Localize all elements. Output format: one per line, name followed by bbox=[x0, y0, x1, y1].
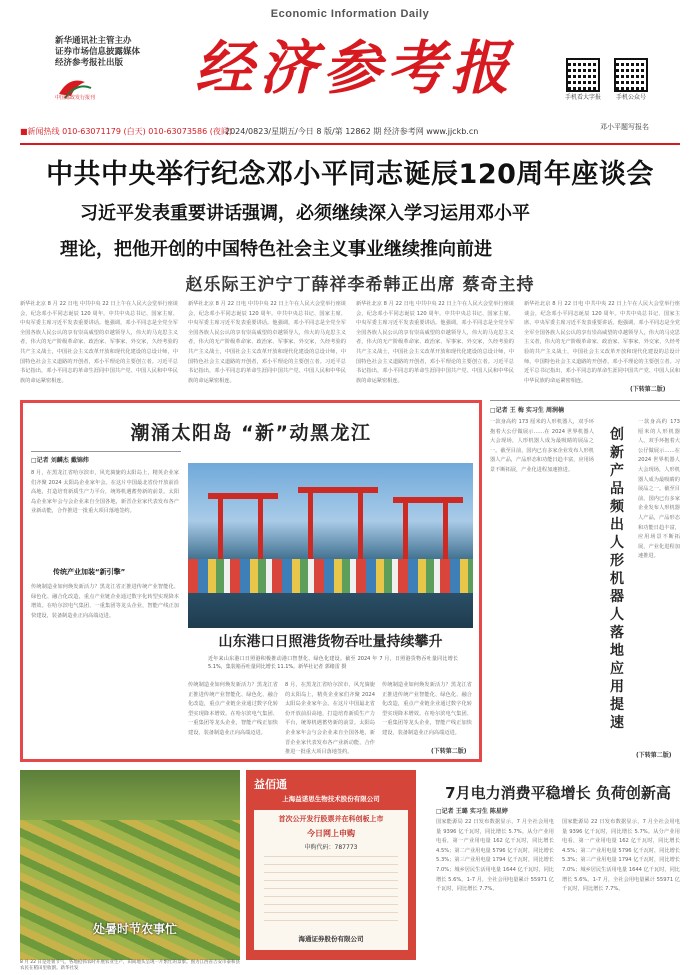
ad-subtitle: 首次公开发行股票并在科创板上市 bbox=[278, 815, 384, 823]
feature-continued[interactable]: (下转第二版) bbox=[431, 748, 467, 755]
feature-body-5: 传统制造业如何焕发新活力？黑龙江省正推进传统产业智能化、绿色化、融合化改造，重点产业链企业通过数字化转型实现降本增效。在哈尔滨电气集团、一重集团等龙头企业，智能产线正加快建设，装备制造业正向高端迈进。 bbox=[382, 682, 472, 736]
feature-section-head: 传统产业加装“新引擎” bbox=[53, 568, 126, 576]
english-masthead: Economic Information Daily bbox=[270, 8, 430, 20]
right-story-col-1: 一款身高约 173 厘米的人形机器人，双手环抱着大公仔做展示……在 2024 世界机器人大会现场，人形机器人成为最吸睛的展品之一。截至目前，国内已有多家企业发布人形机器人产品，产品形态和功能日趋丰富，应用场景不断拓展，产业化进程加速推进。 bbox=[490, 419, 594, 473]
feature-body-3: 传统制造业如何焕发新活力？黑龙江省正推进传统产业智能化、绿色化、融合化改造，重点产业链企业通过数字化转型实现降本增效。在哈尔滨电气集团、一重集团等龙头企业，智能产线正加快建设，装备制造业正向高端迈进。 bbox=[188, 682, 278, 736]
vertical-title-text: 创新产品频出 人形机器人落地应用提速 bbox=[610, 427, 624, 731]
sponsor-line: 经济参考报社出版 bbox=[55, 58, 124, 68]
feature-article-box bbox=[20, 400, 482, 762]
ad-company: 上海益诺思生物技术股份有限公司 bbox=[282, 795, 380, 803]
feature-body-2: 传统制造业如何焕发新活力？黑龙江省正推进传统产业智能化、绿色化、融合化改造，重点产业链企业通过数字化转型实现降本增效。在哈尔滨电气集团、一重集团等龙头企业，智能产线正加快建设，装备制造业正向高端迈进。 bbox=[31, 584, 179, 619]
feature-title[interactable]: 潮涌太阳岛 “新”动黑龙江 bbox=[130, 422, 372, 444]
qr-left[interactable] bbox=[566, 58, 605, 101]
ad-brand: 益佰通 bbox=[254, 778, 287, 791]
farm-photo-caption: 8 月 22 日是处暑节气，各地抢抓农时开展农业生产，田间地头呈现一片繁忙的景象。图为江西省吉安市泰和县农民在稻田里收割。新华社发 bbox=[20, 960, 240, 971]
ad-panel bbox=[254, 810, 408, 950]
power-story-title[interactable]: 7月电力消费平稳增长 负荷创新高 bbox=[445, 784, 671, 802]
info-bar bbox=[20, 126, 680, 140]
photo-caption-title: 山东港口日照港货物吞吐量持续攀升 bbox=[218, 634, 443, 650]
qr-left-label: 手机看大字报 bbox=[564, 94, 601, 101]
postal-logo bbox=[55, 72, 131, 102]
photo-caption bbox=[188, 631, 473, 653]
subheadline-1: 习近平发表重要讲话强调，必须继续深入学习运用邓小平 bbox=[80, 203, 530, 224]
qr-right[interactable] bbox=[614, 58, 653, 101]
feature-body-1: 8 月，在黑龙江省哈尔滨市，风光旖旎的太阳岛上，精英企业家们齐聚 2024 太阳岛企业家年会。在这片中国最北省份开放前沿高地，打造培育新质生产力平台，统筹机遇蓄势新的前景。太阳岛企业家年会与会企业来自全国各地，新晋企业家代表发布各产业新动能，合作推进一批重大项目落地签约。 bbox=[31, 470, 179, 515]
postal-logo-text: 中国邮政发行报刊 bbox=[55, 95, 96, 101]
ad-footer: 海通证券股份有限公司 bbox=[298, 935, 364, 943]
right-story-rule bbox=[490, 400, 680, 401]
ad-details-table bbox=[264, 856, 398, 926]
news-hotline: ■新闻热线 010-63071179 (白天) 010-63073586 (夜间) bbox=[20, 127, 232, 136]
right-story-continued[interactable]: (下转第二版) bbox=[636, 752, 672, 759]
feature-rule bbox=[31, 451, 181, 452]
subheadline-2: 理论，把他开创的中国特色社会主义事业继续推向前进 bbox=[60, 239, 492, 260]
edition-info: 2024/0823/星期五/今日 8 版/第 12862 期 经济参考网 www.jjckb.cn bbox=[225, 127, 479, 136]
newspaper-title: 经济参考报 bbox=[195, 34, 516, 102]
feature-byline: □记者 刘麟杰 戴锦炜 bbox=[31, 457, 89, 464]
ad-code: 申购代码：787773 bbox=[304, 844, 358, 851]
photo-caption-body: 近年来山东港口日照港积极推动港口智慧化、绿色化建设。截至 2024 年 7 月，日照港货物吞吐量同比增长 5.1%，集装箱吞吐量同比增长 11.1%。新华社记者 郭绪雷 摄 bbox=[208, 656, 458, 670]
ad-date: 今日网上申购 bbox=[307, 829, 355, 838]
right-story-vertical-title[interactable] bbox=[602, 426, 632, 732]
lead-story-continued[interactable]: (下转第二版) bbox=[630, 386, 666, 393]
sponsor-line: 证券市场信息披露媒体 bbox=[55, 47, 141, 57]
calligraphy-credit: 邓小平题写报名 bbox=[600, 123, 649, 131]
farm-photo-title: 处暑时节农事忙 bbox=[92, 922, 177, 936]
qr-code-icon bbox=[614, 58, 648, 92]
feature-body-4: 8 月，在黑龙江省哈尔滨市，风光旖旎的太阳岛上，精英企业家们齐聚 2024 太阳岛企业家年会。在这片中国最北省份开放前沿高地，打造培育新质生产力平台，统筹机遇蓄势新的前景。太阳岛企业家年会与会企业来自全国各地，新晋企业家代表发布各产业新动能，合作推进一批重大项目落地签约。 bbox=[285, 682, 375, 756]
farm-photo bbox=[20, 770, 240, 960]
power-story-col-1: 国家能源局 22 日发布数据显示，7 月全社会用电量 9396 亿千瓦时，同比增长 5.7%。从分产业用电看，第一产业用电量 162 亿千瓦时，同比增长 4.5%；第二产业用电量 5796 亿千瓦时，同比增长 5.3%；第三产业用电量 1794 亿千瓦时，同比增长 7.0%；城乡居民生活用电量 1644 亿千瓦时，同比增长 5.6%。1-7 月，全社会用电量累计 55971 亿千瓦时，同比增长 7.7%。 bbox=[436, 819, 554, 893]
power-story-byline: □记者 王璐 实习生 陈星婷 bbox=[436, 808, 508, 815]
lead-story-col-3: 新华社北京 8 月 22 日电 中共中央 22 日上午在人民大会堂举行座谈会，纪念邓小平同志诞辰 120 周年。中共中央总书记、国家主席、中央军委主席习近平发表重要讲话。他强调，邓小平同志是全党全军全国各族人民公认的享有崇高威望的卓越领导人，伟大的马克思主义者，伟大的无产阶级革命家、政治家、军事家、外交家，久经考验的共产主义战士，中国社会主义改革开放和现代化建设的总设计师，中国特色社会主义道路的开创者，邓小平理论的主要创立者。习近平总书记指出，邓小平同志的革命生涯同中国共产党、中国人民和中华民族的命运紧密相连。 bbox=[356, 301, 514, 384]
sponsor-block bbox=[55, 36, 140, 69]
main-headline[interactable]: 中共中央举行纪念邓小平同志诞辰120周年座谈会 bbox=[46, 159, 654, 190]
sponsor-line: 新华通讯社主管主办 bbox=[55, 36, 132, 46]
qr-right-label: 手机公众号 bbox=[615, 94, 646, 101]
qr-code-icon bbox=[566, 58, 600, 92]
ipo-advertisement[interactable] bbox=[246, 770, 416, 960]
lead-story-col-2: 新华社北京 8 月 22 日电 中共中央 22 日上午在人民大会堂举行座谈会，纪念邓小平同志诞辰 120 周年。中共中央总书记、国家主席、中央军委主席习近平发表重要讲话。他强调，邓小平同志是全党全军全国各族人民公认的享有崇高威望的卓越领导人，伟大的马克思主义者，伟大的无产阶级革命家、政治家、军事家、外交家，久经考验的共产主义战士，中国社会主义改革开放和现代化建设的总设计师，中国特色社会主义道路的开创者，邓小平理论的主要创立者。习近平总书记指出，邓小平同志的革命生涯同中国共产党、中国人民和中华民族的命运紧密相连。 bbox=[188, 301, 346, 384]
port-photo bbox=[188, 463, 473, 628]
attendees-line: 赵乐际王沪宁丁薛祥李希韩正出席 蔡奇主持 bbox=[185, 275, 535, 295]
lead-story-col-1: 新华社北京 8 月 22 日电 中共中央 22 日上午在人民大会堂举行座谈会，纪念邓小平同志诞辰 120 周年。中共中央总书记、国家主席、中央军委主席习近平发表重要讲话。他强调，邓小平同志是全党全军全国各族人民公认的享有崇高威望的卓越领导人，伟大的马克思主义者，伟大的无产阶级革命家、政治家、军事家、外交家，久经考验的共产主义战士，中国社会主义改革开放和现代化建设的总设计师，中国特色社会主义道路的开创者，邓小平理论的主要创立者。习近平总书记指出，邓小平同志的革命生涯同中国共产党、中国人民和中华民族的命运紧密相连。 bbox=[20, 301, 178, 384]
lead-story-col-4: 新华社北京 8 月 22 日电 中共中央 22 日上午在人民大会堂举行座谈会，纪念邓小平同志诞辰 120 周年。中共中央总书记、国家主席、中央军委主席习近平发表重要讲话。他强调，邓小平同志是全党全军全国各族人民公认的享有崇高威望的卓越领导人，伟大的马克思主义者，伟大的无产阶级革命家、政治家、军事家、外交家，久经考验的共产主义战士，中国社会主义改革开放和现代化建设的总设计师，中国特色社会主义道路的开创者，邓小平理论的主要创立者。习近平总书记指出，邓小平同志的革命生涯同中国共产党、中国人民和中华民族的命运紧密相连。 bbox=[524, 301, 680, 384]
right-story-byline: □记者 王 梅 实习生 周润楠 bbox=[490, 407, 565, 414]
power-story-col-2: 国家能源局 22 日发布数据显示，7 月全社会用电量 9396 亿千瓦时，同比增长 5.7%。从分产业用电看，第一产业用电量 162 亿千瓦时，同比增长 4.5%；第二产业用电量 5796 亿千瓦时，同比增长 5.3%；第三产业用电量 1794 亿千瓦时，同比增长 7.0%；城乡居民生活用电量 1644 亿千瓦时，同比增长 5.6%。1-7 月，全社会用电量累计 55971 亿千瓦时，同比增长 7.7%。 bbox=[562, 819, 680, 893]
header-divider bbox=[20, 143, 680, 145]
right-story-col-2: 一款身高约 173 厘米的人形机器人，双手环抱着大公仔做展示……在 2024 世界机器人大会现场，人形机器人成为最吸睛的展品之一。截至目前，国内已有多家企业发布人形机器人产品，产品形态和功能日趋丰富，应用场景不断拓展，产业化进程加速推进。 bbox=[638, 419, 680, 560]
